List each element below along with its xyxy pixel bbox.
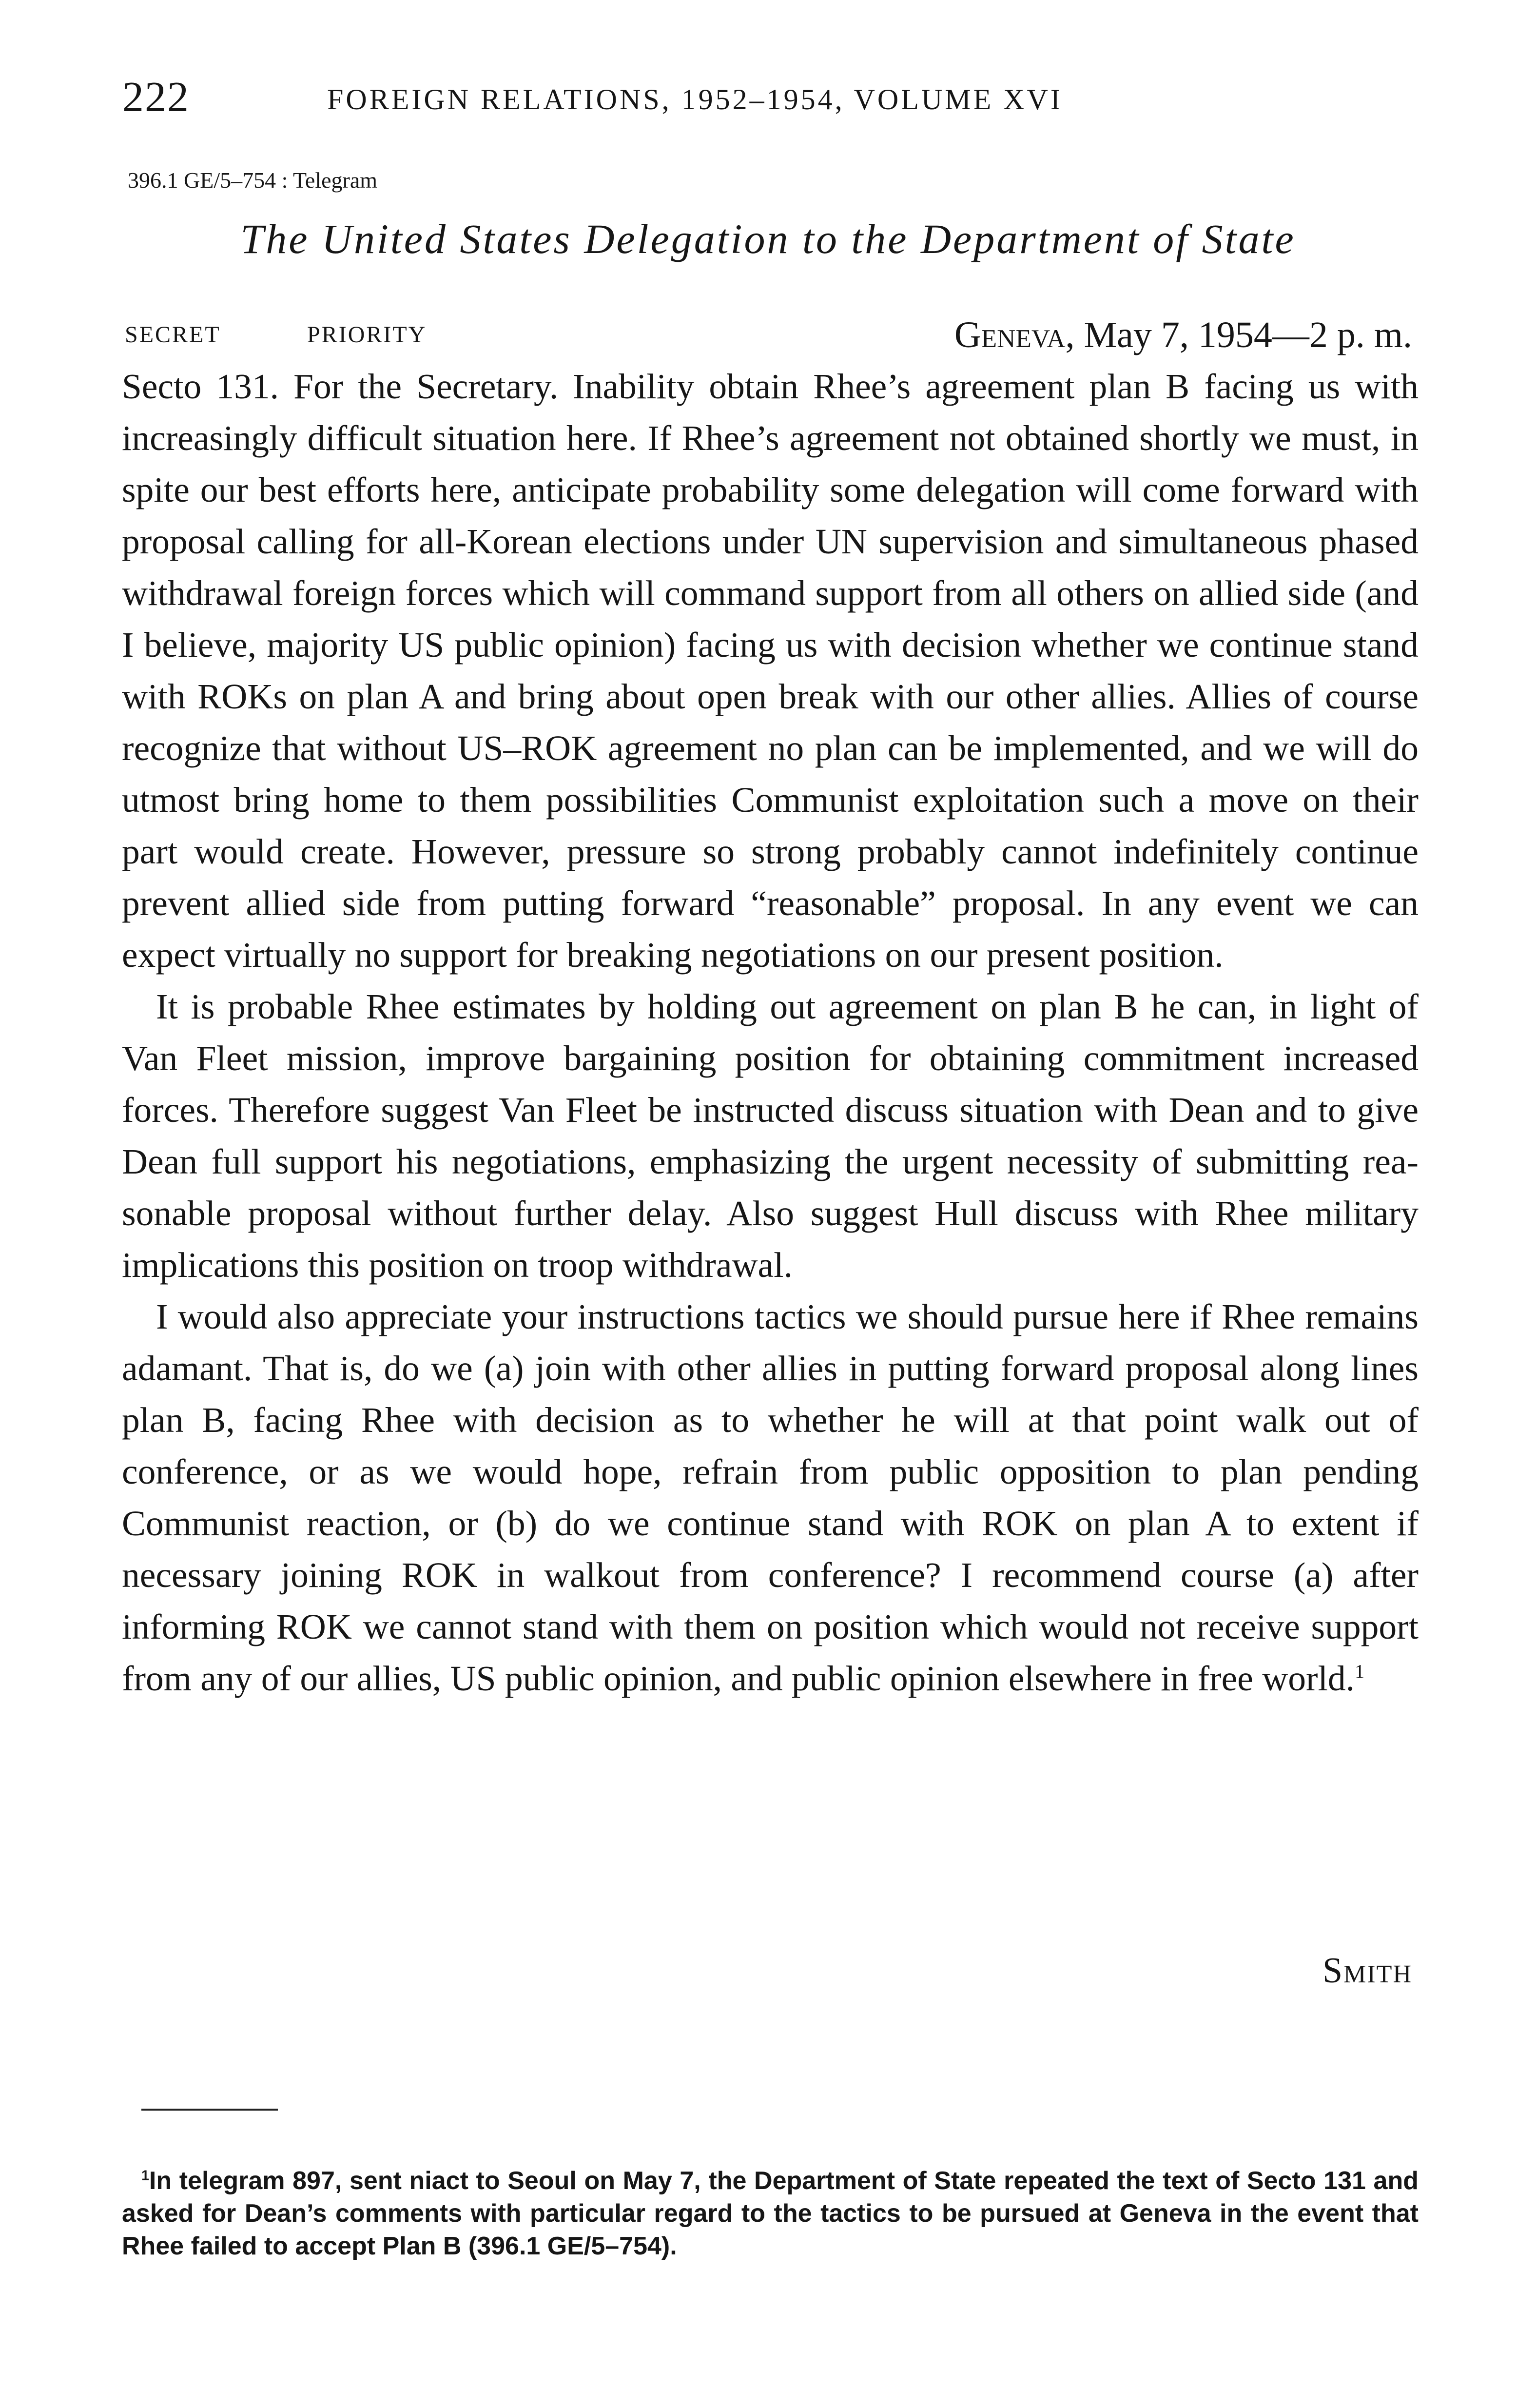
dateline-place: Geneva, [954, 314, 1075, 355]
footnote [122, 2165, 1419, 2263]
footnote-marker: 1 [141, 2168, 149, 2184]
running-title: FOREIGN RELATIONS, 1952–1954, VOLUME XVI [327, 83, 1063, 116]
precedence-label: PRIORITY [307, 322, 427, 348]
body-paragraph-3-text: I would also appreciate your instructions tactics we should pursue here if Rhee remains adamant. That is, do we (a) join with other allies in putting forward proposal along lines plan B, facing Rhee with decision as to whether he will at that point walk out of conference, or as we would hope, refrain from public opposition to plan pending Communist reaction, or (b) do we continue stand with ROK on plan A to extent if necessary joining ROK in walkout from conference? I recommend course (a) after informing ROK we cannot stand with them on position which would not receive support from any of our allies, US public opinion, and public opinion elsewhere in free world. [122, 1297, 1419, 1698]
telegram-body [122, 361, 1419, 1704]
file-reference: 396.1 GE/5–754 : Telegram [128, 168, 378, 193]
dateline-date: May 7, 1954—2 p. m. [1084, 314, 1412, 355]
footnote-text: In telegram 897, sent niact to Seoul on May 7, the Department of State repeated the text of Secto 131 and asked for Dean’s comments with particular regard to the tactics to be pursued at Geneva in the event that Rhee failed to accept Plan B (396.1 GE/5–754). [122, 2167, 1419, 2260]
classification-label: SECRET [125, 322, 221, 348]
signature: Smith [1322, 1951, 1412, 1991]
body-paragraph-2: It is probable Rhee estimates by holding out agreement on plan B he can, in light of Van Fleet mission, improve bargaining position for obtaining commitment increased forces. Therefore suggest Van Fleet be instructed discuss situation with Dean and to give Dean full support his negotiations, emphasizing the urgent necessity of submitting reasonable proposal without further delay. Also suggest Hull discuss with Rhee military implications this position on troop withdrawal. [122, 987, 1419, 1285]
body-paragraph-3 [122, 1291, 1419, 1704]
document-title: The United States Delegation to the Department of State [240, 215, 1296, 262]
dateline [954, 308, 1412, 362]
footnote-reference: 1 [1355, 1660, 1365, 1683]
footnote-divider [141, 2109, 278, 2111]
body-paragraph-1: Secto 131. For the Secretary. Inability obtain Rhee’s agreement plan B facing us with increasingly difficult situation here. If Rhee’s agreement not obtained shortly we must, in spite our best efforts here, anticipate probability some delegation will come forward with proposal calling for all-Korean elections under UN supervision and simultaneous phased withdrawal foreign forces which will command support from all others on allied side (and I believe, majority US public opinion) facing us with decision whether we continue stand with ROKs on plan A and bring about open break with our other allies. Allies of course recognize that without US–ROK agreement no plan can be implemented, and we will do utmost bring home to them possibilities Communist exploitation such a move on their part would create. However, pressure so strong probably cannot indefinitely continue prevent allied side from putting forward “reasonable” proposal. In any event we can expect virtually no support for breaking negotiations on our present position. [122, 367, 1419, 975]
running-header [122, 68, 1419, 127]
page-number: 222 [122, 74, 190, 121]
